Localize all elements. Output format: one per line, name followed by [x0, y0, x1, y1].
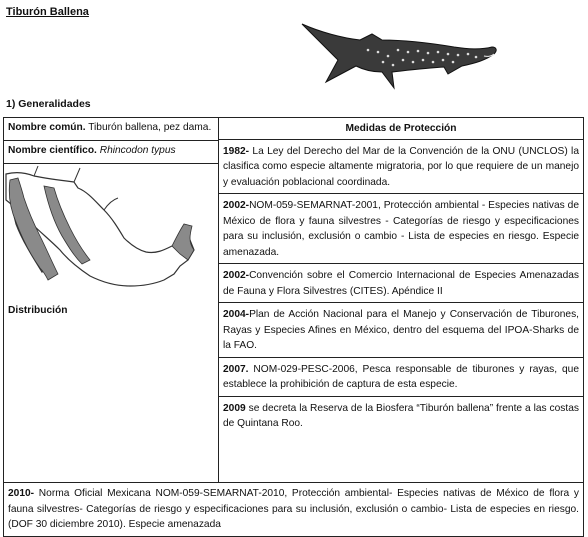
distribution-label: Distribución	[8, 305, 68, 316]
entry-text: Convención sobre el Comercio Internacional de Especies Amenazadas de Fauna y Flora Silvestres (CITES). Apéndice II	[223, 270, 579, 297]
protection-measures-column	[219, 118, 584, 483]
bottom-entry-year: 2010-	[8, 488, 35, 499]
entry-text: se decreta la Reserva de la Biosfera “Tiburón ballena” frente a las costas de Quintana Roo.	[223, 402, 579, 429]
measure-entry	[219, 194, 583, 264]
section-heading: 1) Generalidades	[6, 98, 91, 110]
bottom-entry	[4, 483, 584, 537]
common-name-label: Nombre común.	[8, 122, 86, 133]
bottom-entry-text: Norma Oficial Mexicana NOM-059-SEMARNAT-2010, Protección ambiental- Especies nativas de México de flora y fauna silvestres- Categorías de riesgo y especificaciones para su inclusión, exclusión o cambio- Lista de especies en riesgo. (DOF 30 diciembre 2010). Especie amenazada	[8, 488, 579, 530]
distribution-map	[4, 164, 218, 310]
common-name-value: Tiburón ballena, pez dama.	[85, 122, 212, 133]
whale-shark-illustration	[298, 10, 500, 102]
entry-year: 2007.	[223, 363, 249, 375]
measure-entry	[219, 140, 583, 195]
document-title: Tiburón Ballena	[6, 6, 89, 18]
entry-text: NOM-029-PESC-2006, Pesca responsable de tiburones y rayas, que establece la prohibición de captura de esta especie.	[223, 363, 579, 390]
measure-entry	[219, 358, 583, 397]
measure-entry	[219, 303, 583, 358]
entry-year: 2002-	[223, 200, 250, 211]
scientific-name-label: Nombre científico.	[8, 145, 97, 156]
measure-entry	[219, 397, 583, 435]
entry-text: La Ley del Derecho del Mar de la Convención de la ONU (UNCLOS) la clasifica como especie altamente migratoria, por lo que requiere de un manejo y evaluación poblacional coordinada.	[223, 145, 579, 188]
entry-year: 2002-	[223, 270, 250, 281]
left-column	[4, 118, 219, 483]
measure-entry	[219, 264, 583, 303]
entry-year: 2009	[223, 402, 246, 414]
scientific-name-row	[4, 141, 218, 164]
entry-year: 2004-	[223, 309, 250, 320]
protection-measures-heading: Medidas de Protección	[219, 118, 583, 140]
species-table	[3, 117, 584, 537]
entry-year: 1982-	[223, 145, 250, 157]
scientific-name-value: Rhincodon typus	[99, 145, 176, 156]
entry-text: Plan de Acción Nacional para el Manejo y Conservación de Tiburones, Rayas y Especies Afines en México, dentro del esquema del IPOA-Sharks de la FAO.	[223, 309, 579, 351]
common-name-row	[4, 118, 218, 141]
distribution-cell	[4, 164, 218, 482]
entry-text: NOM-059-SEMARNAT-2001, Protección ambiental - Especies nativas de México de flora y fauna silvestres - Categorías de riesgo y especificaciones para su inclusión, exclusión o cambio - Lista de especies en riesgo. Especie amenazada.	[223, 200, 579, 258]
